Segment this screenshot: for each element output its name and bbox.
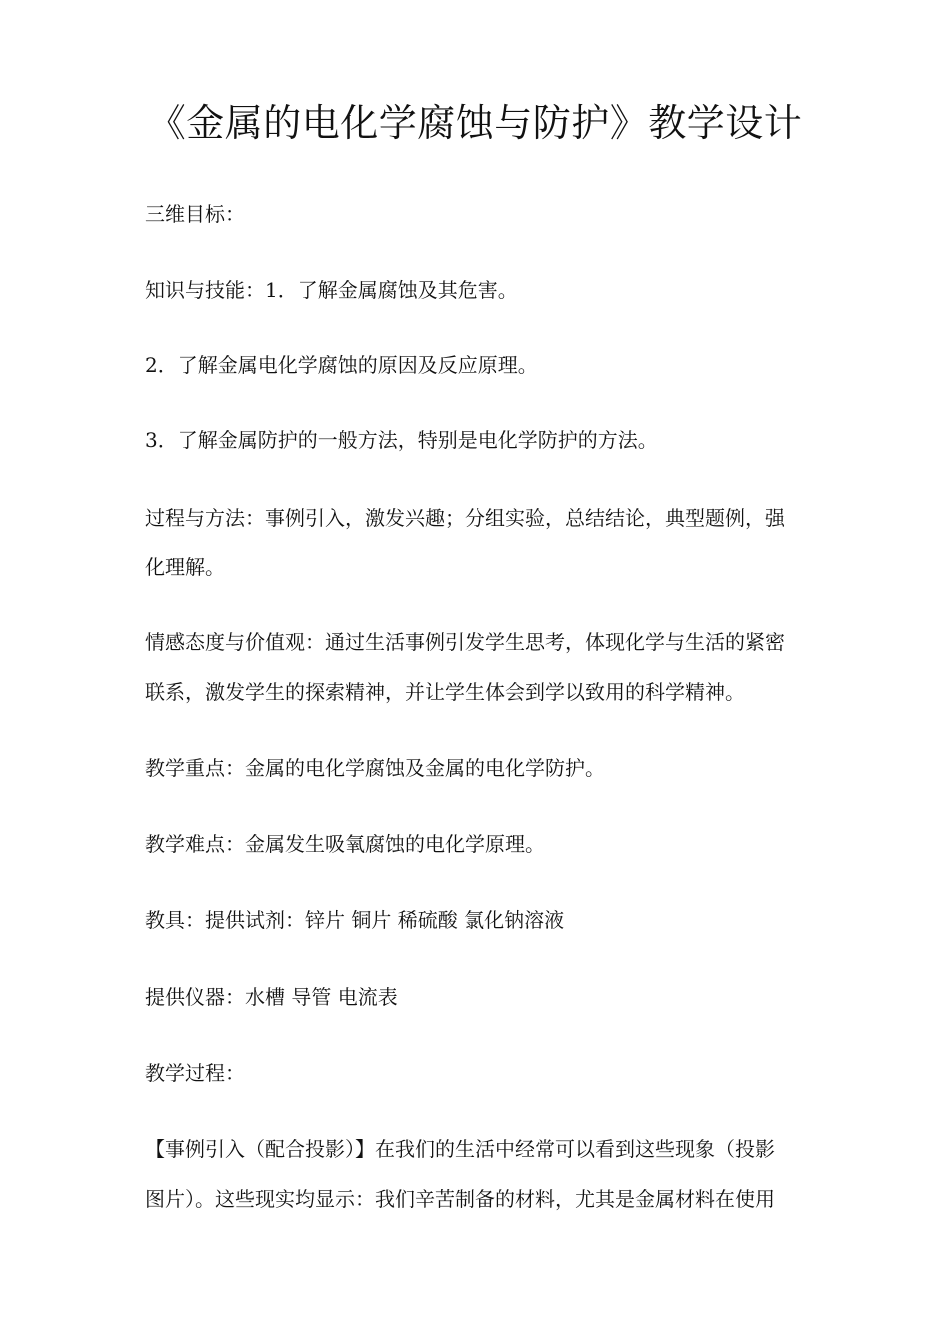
document-title: 《金属的电化学腐蚀与防护》教学设计	[147, 101, 803, 145]
paragraph-process-method-line1: 过程与方法：事例引入，激发兴趣；分组实验，总结结论，典型题例，强	[145, 506, 785, 530]
paragraph-three-dimensional-goals: 三维目标：	[145, 202, 245, 226]
paragraph-knowledge-skills-3: 3．了解金属防护的一般方法，特别是电化学防护的方法。	[145, 428, 658, 452]
paragraph-case-intro-line2: 图片）。这些现实均显示：我们辛苦制备的材料，尤其是金属材料在使用	[145, 1187, 775, 1211]
paragraph-process-method-line2: 化理解。	[145, 555, 225, 579]
paragraph-teaching-aids-instruments: 提供仪器：水槽 导管 电流表	[145, 985, 398, 1009]
paragraph-teaching-key-point: 教学重点：金属的电化学腐蚀及金属的电化学防护。	[145, 756, 605, 780]
paragraph-teaching-process: 教学过程：	[145, 1061, 245, 1085]
paragraph-teaching-aids-reagents: 教具：提供试剂：锌片 铜片 稀硫酸 氯化钠溶液	[145, 908, 565, 932]
paragraph-case-intro-line1: 【事例引入（配合投影）】在我们的生活中经常可以看到这些现象（投影	[145, 1137, 775, 1161]
paragraph-teaching-difficulty: 教学难点：金属发生吸氧腐蚀的电化学原理。	[145, 832, 545, 856]
paragraph-knowledge-skills-1: 知识与技能：1．了解金属腐蚀及其危害。	[145, 278, 518, 302]
paragraph-emotion-values-line2: 联系，激发学生的探索精神，并让学生体会到学以致用的科学精神。	[145, 680, 745, 704]
paragraph-knowledge-skills-2: 2．了解金属电化学腐蚀的原因及反应原理。	[145, 353, 538, 377]
paragraph-emotion-values-line1: 情感态度与价值观：通过生活事例引发学生思考，体现化学与生活的紧密	[145, 630, 785, 654]
